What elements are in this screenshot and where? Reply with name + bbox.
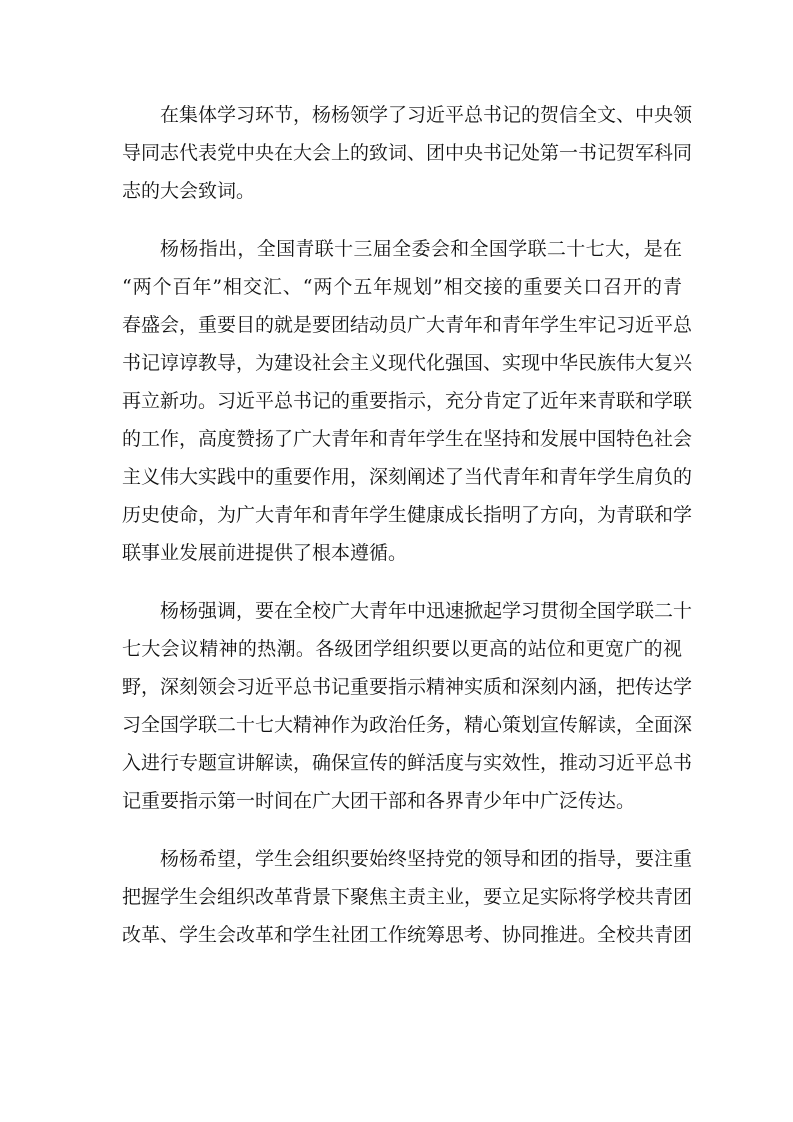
text-line: 历史使命，为广大青年和青年学生健康成长指明了方向，为青联和学 [122, 504, 693, 526]
text-line: 春盛会，重要目的就是要团结动员广大青年和青年学生牢记习近平总 [122, 314, 693, 336]
paragraph-1 [122, 96, 693, 210]
text-line: 导同志代表党中央在大会上的致词、团中央书记处第一书记贺军科同 [122, 142, 693, 164]
text-line: 七大会议精神的热潮。各级团学组织要以更高的站位和更宽广的视 [122, 638, 682, 660]
text-line: 志的大会致词。 [122, 180, 256, 202]
paragraph-4 [122, 840, 693, 954]
text-line: “两个百年”相交汇、“两个五年规划”相交接的重要关口召开的青 [122, 276, 682, 298]
text-line: 改革、学生会改革和学生社团工作统筹思考、协同推进。全校共青团 [122, 924, 693, 946]
text-line: 杨杨强调，要在全校广大青年中迅速掀起学习贯彻全国学联二十 [160, 600, 693, 622]
text-line: 杨杨指出，全国青联十三届全委会和全国学联二十七大，是在 [160, 238, 682, 260]
text-line: 再立新功。习近平总书记的重要指示，充分肯定了近年来青联和学联 [122, 390, 693, 412]
paragraph-3 [122, 592, 693, 820]
text-line: 书记谆谆教导，为建设社会主义现代化强国、实现中华民族伟大复兴 [122, 352, 693, 374]
text-line: 入进行专题宣讲解读，确保宣传的鲜活度与实效性，推动习近平总书 [122, 752, 693, 774]
text-line: 习全国学联二十七大精神作为政治任务，精心策划宣传解读，全面深 [122, 714, 693, 736]
text-line: 记重要指示第一时间在广大团干部和各界青少年中广泛传达。 [122, 790, 636, 812]
text-line: 野，深刻领会习近平总书记重要指示精神实质和深刻内涵，把传达学 [122, 676, 693, 698]
document-body [122, 96, 693, 974]
paragraph-2 [122, 230, 693, 572]
text-line: 把握学生会组织改革背景下聚焦主责主业，要立足实际将学校共青团 [122, 886, 693, 908]
text-line: 杨杨希望，学生会组织要始终坚持党的领导和团的指导，要注重 [160, 848, 693, 870]
text-line: 在集体学习环节，杨杨领学了习近平总书记的贺信全文、中央领 [160, 104, 693, 126]
text-line: 联事业发展前进提供了根本遵循。 [122, 542, 408, 564]
text-line: 的工作，高度赞扬了广大青年和青年学生在坚持和发展中国特色社会 [122, 428, 693, 450]
text-line: 主义伟大实践中的重要作用，深刻阐述了当代青年和青年学生肩负的 [122, 466, 693, 488]
